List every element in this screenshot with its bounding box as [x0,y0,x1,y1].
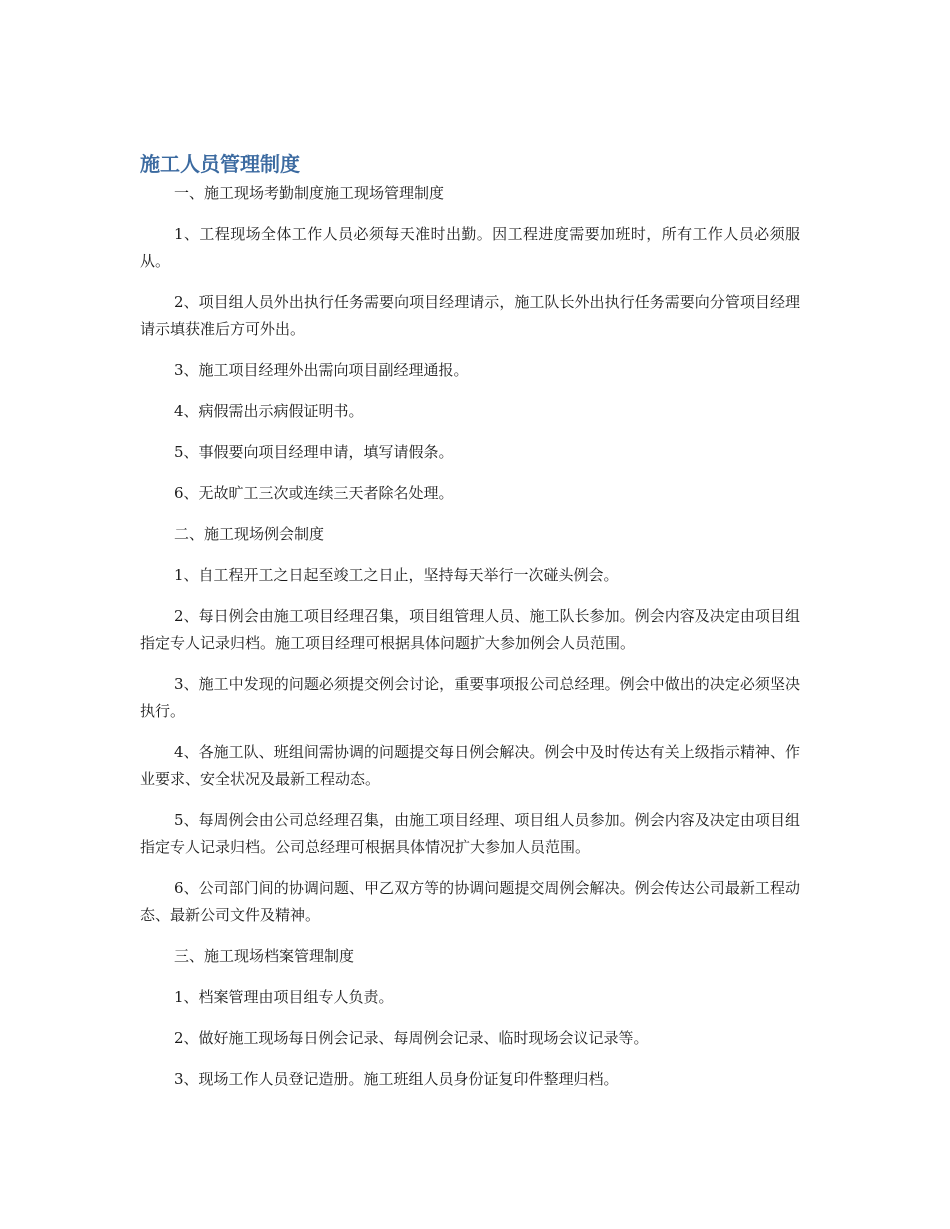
paragraph: 4、病假需出示病假证明书。 [174,402,364,420]
paragraph: 2、项目组人员外出执行任务需要向项目经理请示，施工队长外出执行任务需要向分管项目经理请示填获准后方可外出。 [140,293,800,338]
paragraph: 1、档案管理由项目组专人负责。 [174,988,394,1006]
paragraph: 1、工程现场全体工作人员必须每天准时出勤。因工程进度需要加班时，所有工作人员必须服从。 [140,225,800,270]
section-heading-archives: 三、施工现场档案管理制度 [174,947,355,965]
paragraph: 2、每日例会由施工项目经理召集，项目组管理人员、施工队长参加。例会内容及决定由项目组指定专人记录归档。施工项目经理可根据具体问题扩大参加例会人员范围。 [140,607,800,652]
paragraph: 3、施工中发现的问题必须提交例会讨论，重要事项报公司总经理。例会中做出的决定必须坚决执行。 [140,675,800,720]
document-page [140,150,800,1107]
paragraph: 1、自工程开工之日起至竣工之日止，坚持每天举行一次碰头例会。 [174,566,619,584]
paragraph: 6、公司部门间的协调问题、甲乙双方等的协调问题提交周例会解决。例会传达公司最新工程动态、最新公司文件及精神。 [140,879,800,924]
document-title: 施工人员管理制度 [140,152,300,176]
paragraph: 4、各施工队、班组间需协调的问题提交每日例会解决。例会中及时传达有关上级指示精神、作业要求、安全状况及最新工程动态。 [140,743,800,788]
paragraph: 3、现场工作人员登记造册。施工班组人员身份证复印件整理归档。 [174,1070,619,1088]
paragraph: 2、做好施工现场每日例会记录、每周例会记录、临时现场会议记录等。 [174,1029,649,1047]
paragraph: 5、事假要向项目经理申请，填写请假条。 [174,443,454,461]
section-heading-attendance: 一、施工现场考勤制度施工现场管理制度 [174,184,445,202]
paragraph: 6、无故旷工三次或连续三天者除名处理。 [174,484,454,502]
paragraph: 3、施工项目经理外出需向项目副经理通报。 [174,361,469,379]
paragraph: 5、每周例会由公司总经理召集，由施工项目经理、项目组人员参加。例会内容及决定由项目组指定专人记录归档。公司总经理可根据具体情况扩大参加人员范围。 [140,811,800,856]
section-heading-meetings: 二、施工现场例会制度 [174,525,325,543]
